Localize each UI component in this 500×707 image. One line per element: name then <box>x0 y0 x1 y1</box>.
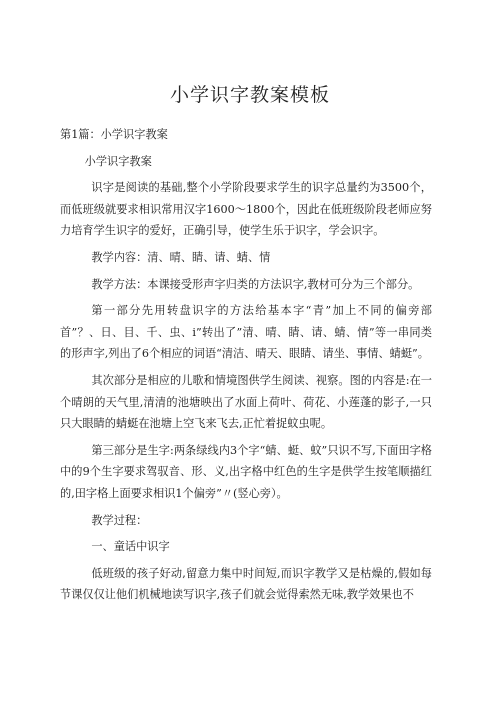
paragraph: 第三部分是生字:两条绿线内3个字“蜻、蜓、蚊”只识不写,下面田字格中的9个生字要求驾驭音、形、义,出字格中红色的生字是供学生按笔顺描红的,田字格上面要求相识1个偏旁”〃(竖心旁）。 <box>60 443 432 500</box>
paragraph: 低班级的孩子好动,留意力集中时间短,而识字教学又是枯燥的,假如每节课仅仅让他们机械地读写识字,孩子们就会觉得索然无味,教学效果也不 <box>60 566 432 602</box>
paragraph: 小学识字教案 <box>84 154 152 168</box>
document-body <box>60 124 432 611</box>
paragraph: 教学过程： <box>91 513 148 527</box>
paragraph: 教学方法：本课接受形声字归类的方法识字,教材可分为三个部分。 <box>91 277 420 291</box>
paragraph: 其次部分是相应的儿歌和情境图供学生阅读、视察。图的内容是:在一个晴朗的天气里,清清的池塘映出了水面上荷叶、荷花、小莲蓬的影子,一只只大眼睛的蜻蜓在池塘上空飞来飞去,正忙着捉蚊虫呢。 <box>60 373 432 431</box>
paragraph: 识字是阅读的基础,整个小学阶段要求学生的识字总量约为3500个，而低班级就要求相识常用汉字1600～1800个，因此在低班级阶段老师应努力培育学生识字的爱好，正确引导，使学生乐于识字，学会识字。 <box>60 181 432 238</box>
paragraph: 第1篇：小学识字教案 <box>60 128 168 141</box>
document-title: 小学识字教案模板 <box>169 84 330 106</box>
paragraph: 教学内容：清、晴、睛、请、蜻、情 <box>91 250 271 264</box>
paragraph: 一、童话中识字 <box>91 540 170 554</box>
paragraph: 第一部分先用转盘识字的方法给基本字“青”加上不同的偏旁部首”？、日、目、千、虫、i”转出了”清、晴、睛、请、蜻、情”等一串同类的形声字,列出了6个相应的词语“清洁、晴天、眼睛、请坐、事情、蜻蜓”。 <box>60 304 432 361</box>
